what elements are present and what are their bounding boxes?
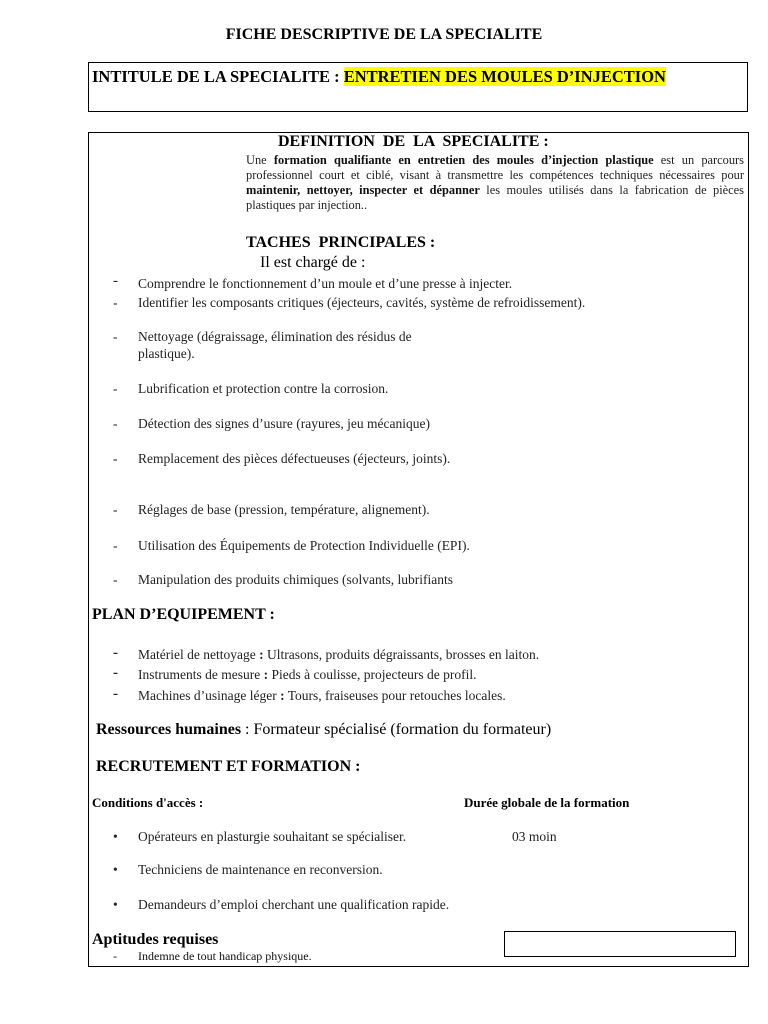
- equipment-label: Instruments de mesure: [138, 667, 264, 682]
- task-text: Identifier les composants critiques (éjecteurs, cavités, système de refroidissement).: [138, 295, 586, 310]
- dash-marker: -: [113, 416, 118, 431]
- task-item: [113, 501, 513, 518]
- definition-text: [246, 153, 744, 213]
- definition-text-part: est un parcours professionnel court et ciblé, visant à transmettre les compétences techniques nécessaires pour: [246, 153, 744, 182]
- task-item: [113, 328, 458, 362]
- aptitude-item: [113, 949, 312, 964]
- dash-marker: -: [113, 451, 118, 466]
- task-item: [113, 537, 673, 554]
- equipment-value: Ultrasons, produits dégraissants, brosses en laiton.: [263, 647, 540, 662]
- dash-marker: -: [113, 686, 118, 702]
- taches-subtitle: Il est chargé de :: [260, 254, 366, 271]
- equipment-text: [138, 687, 673, 704]
- equipment-item: [113, 666, 673, 683]
- equipement-title: PLAN D’EQUIPEMENT :: [92, 606, 275, 623]
- dash-marker: -: [113, 949, 117, 963]
- task-text: Réglages de base (pression, température, alignement).: [138, 502, 430, 517]
- dash-marker: -: [113, 572, 118, 587]
- dash-marker: -: [113, 329, 118, 344]
- task-item: [113, 571, 673, 588]
- dash-marker: -: [113, 381, 118, 396]
- definition-title: DEFINITION DE LA SPECIALITE :: [278, 133, 549, 150]
- definition-text-part: Une: [246, 153, 274, 167]
- equipment-label: Machines d’usinage léger: [138, 688, 281, 703]
- task-text: Nettoyage (dégraissage, élimination des résidus de plastique).: [138, 329, 412, 361]
- condition-item: [113, 897, 449, 913]
- intitule-label: INTITULE DE LA SPECIALITE :: [92, 67, 344, 86]
- aptitudes-title: Aptitudes requises: [92, 931, 219, 948]
- task-item: [113, 380, 513, 397]
- dash-marker: -: [113, 273, 118, 289]
- equipment-item: [113, 687, 673, 704]
- duree-label: Durée globale de la formation: [464, 795, 630, 810]
- equipment-separator: :: [259, 647, 264, 662]
- bullet-marker: •: [113, 897, 118, 912]
- task-item: [113, 450, 458, 467]
- equipment-item: [113, 646, 673, 663]
- intitule-value-highlighted: ENTRETIEN DES MOULES D’INJECTION: [343, 67, 666, 86]
- task-text: Comprendre le fonctionnement d’un moule et d’une presse à injecter.: [138, 276, 513, 291]
- taches-title: TACHES PRINCIPALES :: [246, 234, 436, 251]
- definition-text-bold: formation qualifiante en entretien des moules d’injection plastique: [273, 153, 654, 167]
- task-text: Remplacement des pièces défectueuses (éjecteurs, joints).: [138, 451, 451, 466]
- equipment-value: Tours, fraiseuses pour retouches locales.: [284, 688, 506, 703]
- intitule-line: [92, 67, 666, 87]
- task-text: Détection des signes d’usure (rayures, jeu mécanique): [138, 416, 431, 431]
- ressources-label: Ressources humaines: [96, 721, 242, 738]
- dash-marker: -: [113, 502, 118, 517]
- equipment-separator: :: [280, 688, 285, 703]
- condition-item: [113, 862, 383, 878]
- task-item: [113, 275, 673, 292]
- ressources-value: : Formateur spécialisé (formation du formateur): [241, 721, 552, 738]
- definition-text-bold: maintenir, nettoyer, inspecter et dépanner: [246, 183, 480, 197]
- ressources-humaines: [96, 721, 551, 739]
- page-title: FICHE DESCRIPTIVE DE LA SPECIALITE: [225, 26, 543, 43]
- equipment-text: [138, 666, 673, 683]
- equipment-label: Matériel de nettoyage: [138, 647, 260, 662]
- dash-marker: -: [113, 645, 118, 661]
- dash-marker: -: [113, 665, 118, 681]
- equipment-value: Pieds à coulisse, projecteurs de profil.: [268, 667, 477, 682]
- empty-box: [504, 931, 736, 957]
- task-text: Manipulation des produits chimiques (solvants, lubrifiants: [138, 572, 453, 587]
- condition-item: [113, 829, 406, 845]
- recrutement-title: RECRUTEMENT ET FORMATION :: [96, 758, 361, 775]
- dash-marker: -: [113, 295, 118, 310]
- condition-text: Techniciens de maintenance en reconversion.: [138, 862, 383, 877]
- task-item: [113, 415, 513, 432]
- condition-text: Demandeurs d’emploi cherchant une qualification rapide.: [138, 897, 450, 912]
- dash-marker: -: [113, 538, 118, 553]
- equipment-separator: :: [263, 667, 269, 682]
- bullet-marker: •: [113, 862, 118, 877]
- task-text: Utilisation des Équipements de Protection Individuelle (EPI).: [138, 538, 470, 553]
- definition-text-part: les moules utilisés dans la fabrication de pièces plastiques par injection..: [246, 183, 745, 212]
- aptitude-text: Indemne de tout handicap physique.: [138, 949, 312, 963]
- bullet-marker: •: [113, 829, 118, 844]
- task-text: Lubrification et protection contre la corrosion.: [138, 381, 389, 396]
- conditions-label: Conditions d'accès :: [92, 795, 204, 810]
- duree-value: 03 moin: [512, 829, 557, 844]
- condition-text: Opérateurs en plasturgie souhaitant se spécialiser.: [138, 829, 407, 844]
- equipment-text: [138, 646, 673, 663]
- task-item: [113, 294, 673, 311]
